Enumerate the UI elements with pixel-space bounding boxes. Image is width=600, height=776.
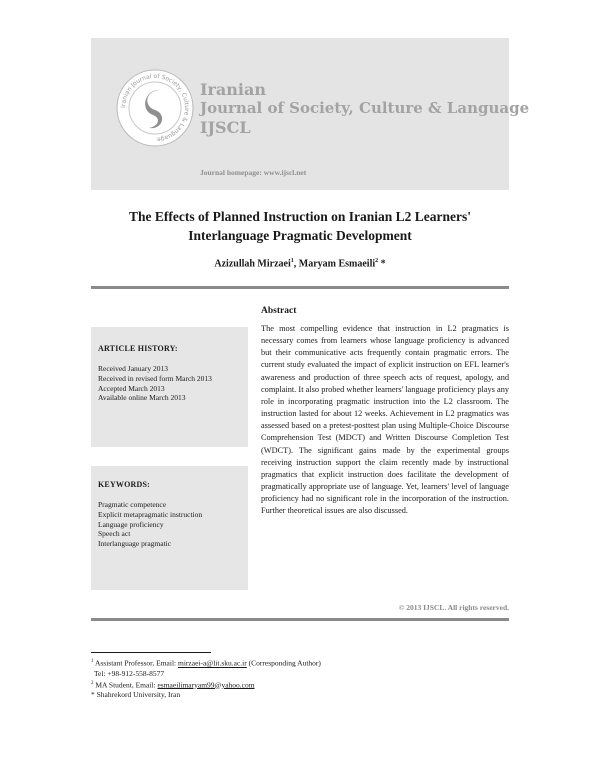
history-item: Available online March 2013: [98, 393, 186, 403]
footnote-2-mark: 2: [91, 680, 94, 686]
author-name: Maryam Esmaeili: [298, 258, 376, 270]
logo-seal-text: Iranian Journal of Society, Culture & Language: [119, 72, 191, 143]
paper-title-line1: The Effects of Planned Instruction on Iranian L2 Learners': [128, 209, 471, 224]
journal-name: [200, 80, 529, 137]
abstract-heading: Abstract: [261, 306, 297, 316]
copyright-notice: © 2013 IJSCL. All rights reserved.: [398, 603, 509, 612]
author-list: [91, 258, 509, 269]
bottom-divider: [91, 618, 509, 621]
footnotes: [91, 657, 509, 700]
footnote-1-tel: Tel: +98-912-558-8577: [94, 668, 165, 678]
history-item: Accepted March 2013: [98, 383, 165, 393]
history-item: Received January 2013: [98, 364, 168, 373]
author-separator: ,: [293, 258, 299, 270]
footnote-1: [91, 657, 509, 669]
footnote-3: * Shahrekord University, Iran: [91, 690, 181, 699]
keyword-item: Pragmatic competence: [98, 500, 167, 509]
author-name: Azizullah Mirzaei: [214, 258, 291, 270]
corresponding-author-mark: *: [378, 258, 386, 270]
footnote-1-email-link[interactable]: mirzaei-a@lit.sku.ac.ir: [178, 658, 247, 668]
footnote-1-mark: 1: [91, 659, 94, 664]
keyword-item: Explicit metapragmatic instruction: [98, 509, 203, 519]
footnote-divider: [91, 652, 211, 653]
footnote-2-email-link[interactable]: esmaeilimaryam99@yahoo.com: [157, 680, 255, 689]
author-affiliation-mark: 1: [290, 258, 294, 264]
keywords-box: [91, 466, 248, 590]
journal-homepage[interactable]: Journal homepage: www.ijscl.net: [200, 168, 307, 177]
footnote-2-text: MA Student, Email:: [93, 680, 158, 689]
keywords-list: [98, 500, 202, 549]
keyword-item: Language proficiency: [98, 519, 164, 529]
keyword-item: Interlanguage pragmatic: [98, 539, 172, 549]
author-affiliation-mark: 2: [375, 258, 379, 264]
journal-logo: [115, 68, 195, 148]
journal-name-line3: IJSCL: [200, 118, 251, 137]
article-history-box: [91, 327, 248, 447]
paper-title: [91, 207, 509, 245]
top-divider: [91, 286, 509, 289]
footnote-1-suffix: (Corresponding Author): [246, 658, 321, 668]
keywords-heading: KEYWORDS:: [98, 480, 151, 489]
journal-name-line1: Iranian: [200, 80, 266, 99]
abstract-body: The most compelling evidence that instruction in L2 pragmatics is necessary comes from learners whose language proficiency is advanced but their communicative acts frequently contain pragmatic errors. The current study evaluated the impact of explicit instruction on EFL learner's awareness and production of three speech acts of request, apology, and complaint. It also probed whether learners' language proficiency plays any role in incorporating pragmatic instruction into the L2 classroom. The instruction lasted for about 12 weeks. Achievement in L2 pragmatics was assessed based on a pretest-posttest plan using Multiple-Choice Discourse Comprehension Test (MDCT) and Written Discourse Completion Test (WDCT). The significant gains made by the experimental groups receiving instruction support the claim recently made by instructional pragmatics that explicit instruction does facilitate the development of pragmatically appropriate use of language. Yet, learners' level of language proficiency had no significant role in the incorporation of the instruction. Further theoretical issues are also discussed.: [261, 324, 509, 516]
paper-title-line2: Interlanguage Pragmatic Development: [188, 228, 412, 243]
journal-name-line2: Journal of Society, Culture & Language: [200, 99, 530, 117]
keyword-item: Speech act: [98, 529, 131, 539]
article-history-heading: ARTICLE HISTORY:: [98, 344, 178, 353]
article-history-list: [98, 364, 212, 403]
footnote-1-text: Assistant Professor, Email:: [93, 658, 178, 668]
history-item: Received in revised form March 2013: [98, 373, 212, 383]
footnote-2: [91, 679, 509, 691]
